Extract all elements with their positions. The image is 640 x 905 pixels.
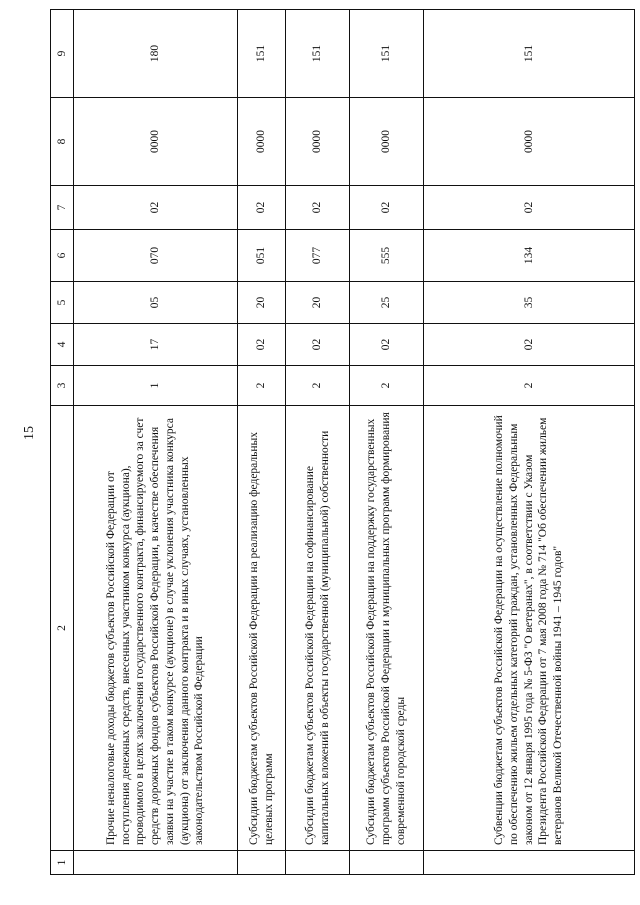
code-cell-9: 151 [350, 10, 424, 98]
code-cell-7: 02 [238, 186, 286, 230]
table-row [286, 10, 350, 875]
code-cell-7: 02 [350, 186, 424, 230]
row-description: Субвенции бюджетам субъектов Российской Федерации на осуществление полномочий по обеспечению жильем отдельных категорий граждан, установленных Федеральным законом от 12 января 1995 года № 5-ФЗ "О ветеранах", в соответствии с Указом Президента Российской Федерации от 7 мая 2008 года № 714 "Об обеспечении жильем ветеранов Великой Отечественной войны 1941 – 1945 годов" [424, 406, 635, 851]
row-description: Субсидии бюджетам субъектов Российской Федерации на реализацию федеральных целевых программ [238, 406, 286, 851]
code-cell-6: 555 [350, 230, 424, 282]
header-cell-2: 2 [51, 406, 74, 851]
code-cell-9: 151 [424, 10, 635, 98]
header-cell-1: 1 [51, 851, 74, 875]
row-description: Субсидии бюджетам субъектов Российской Федерации на поддержку государственных программ субъектов Российской Федерации и муниципальных программ формирования современной городской среды [350, 406, 424, 851]
code-cell-6: 077 [286, 230, 350, 282]
rotated-table-container [50, 10, 635, 875]
table-row [424, 10, 635, 875]
code-cell-7: 02 [286, 186, 350, 230]
code-cell-9: 151 [286, 10, 350, 98]
row-number-cell [350, 851, 424, 875]
row-description: Прочие неналоговые доходы бюджетов субъектов Российской Федерации от поступления денежных средств, внесенных участником конкурса (аукциона), проводимого в целях заключения государственного контракта, финансируемого за счет средств дорожных фондов субъектов Российской Федерации, в качестве обеспечения заявки на участие в таком конкурсе (аукционе) в случае уклонения участника конкурса (аукциона) от заключения данного контракта и в иных случаях, установленных законодательством Российской Федерации [74, 406, 238, 851]
document-table-frame [50, 10, 635, 875]
code-cell-3: 2 [424, 366, 635, 406]
code-cell-8: 0000 [424, 98, 635, 186]
code-cell-7: 02 [424, 186, 635, 230]
code-cell-3: 1 [74, 366, 238, 406]
code-cell-5: 20 [238, 282, 286, 324]
code-cell-5: 25 [350, 282, 424, 324]
code-cell-5: 05 [74, 282, 238, 324]
row-number-cell [424, 851, 635, 875]
header-cell-7: 7 [51, 186, 74, 230]
code-cell-8: 0000 [74, 98, 238, 186]
code-cell-6: 070 [74, 230, 238, 282]
code-cell-3: 2 [286, 366, 350, 406]
code-cell-8: 0000 [238, 98, 286, 186]
header-cell-8: 8 [51, 98, 74, 186]
row-number-cell [286, 851, 350, 875]
table-row [238, 10, 286, 875]
table-row [74, 10, 238, 875]
code-cell-4: 17 [74, 324, 238, 366]
code-cell-4: 02 [286, 324, 350, 366]
table-header-row [51, 10, 74, 875]
header-cell-6: 6 [51, 230, 74, 282]
code-cell-7: 02 [74, 186, 238, 230]
row-description: Субсидии бюджетам субъектов Российской Федерации на софинансирование капитальных вложений в объекты государственной (муниципальной) собственности [286, 406, 350, 851]
code-cell-8: 0000 [350, 98, 424, 186]
code-cell-9: 180 [74, 10, 238, 98]
code-cell-5: 20 [286, 282, 350, 324]
code-cell-8: 0000 [286, 98, 350, 186]
code-cell-3: 2 [238, 366, 286, 406]
code-cell-4: 02 [350, 324, 424, 366]
header-cell-9: 9 [51, 10, 74, 98]
code-cell-3: 2 [350, 366, 424, 406]
code-cell-4: 02 [238, 324, 286, 366]
code-cell-9: 151 [238, 10, 286, 98]
header-cell-4: 4 [51, 324, 74, 366]
row-number-cell [238, 851, 286, 875]
row-number-cell [74, 851, 238, 875]
code-cell-6: 051 [238, 230, 286, 282]
table-row [350, 10, 424, 875]
budget-classification-table [50, 9, 635, 875]
header-cell-3: 3 [51, 366, 74, 406]
header-cell-5: 5 [51, 282, 74, 324]
code-cell-4: 02 [424, 324, 635, 366]
code-cell-6: 134 [424, 230, 635, 282]
code-cell-5: 35 [424, 282, 635, 324]
page-number: 15 [22, 426, 37, 440]
